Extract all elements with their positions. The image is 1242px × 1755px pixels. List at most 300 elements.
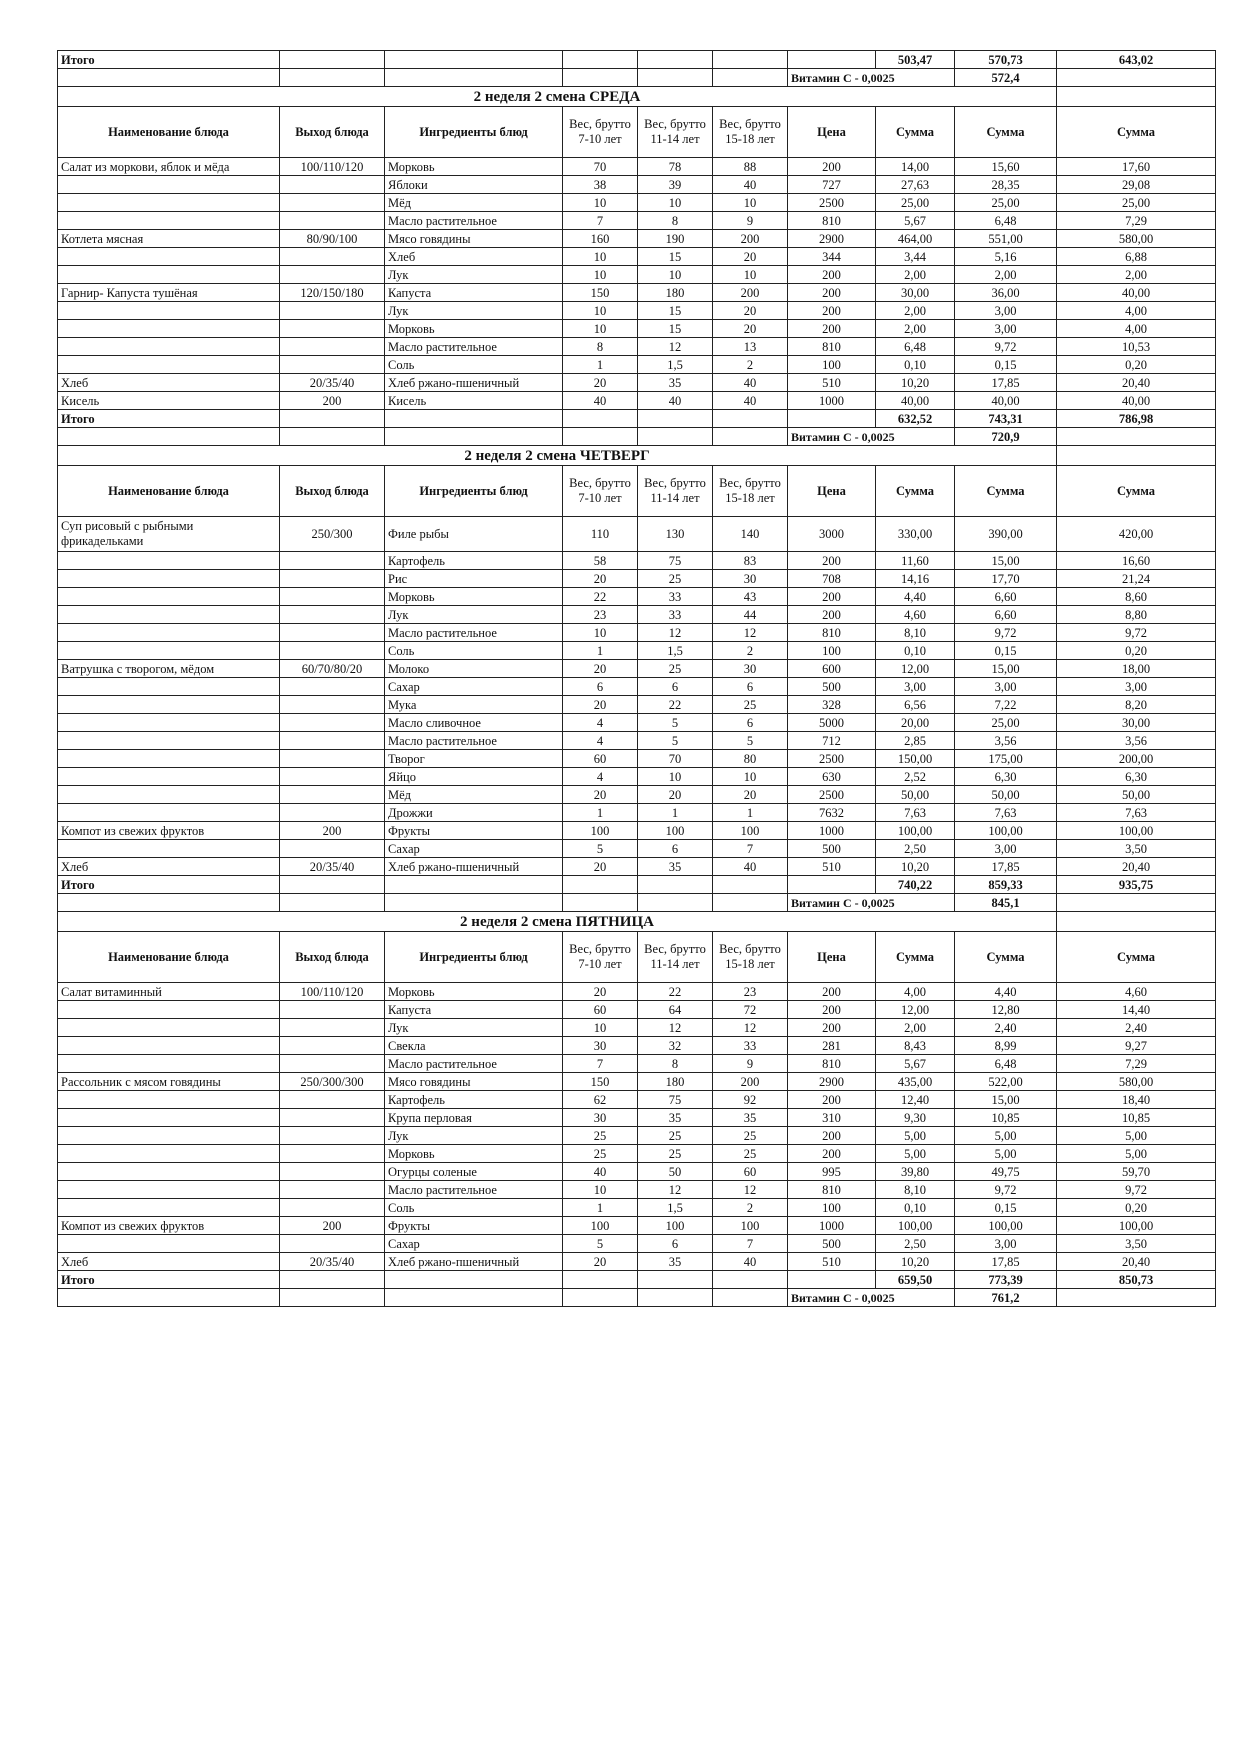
weight-11-14: 25	[638, 660, 713, 678]
dish-name: Гарнир- Капуста тушёная	[58, 284, 280, 302]
price: 708	[788, 570, 876, 588]
price: 810	[788, 1181, 876, 1199]
price: 5000	[788, 714, 876, 732]
vitamin-row	[58, 1289, 1216, 1307]
sum-15-18: 4,00	[1057, 320, 1216, 338]
table-row	[58, 1091, 1216, 1109]
empty-cell	[638, 894, 713, 912]
empty-cell	[788, 51, 876, 69]
weight-7-10: 10	[563, 302, 638, 320]
weight-7-10: 70	[563, 158, 638, 176]
table-row	[58, 248, 1216, 266]
price: 344	[788, 248, 876, 266]
sum-7-10: 100,00	[876, 822, 955, 840]
dish-output	[280, 552, 385, 570]
sum-11-14: 3,00	[955, 678, 1057, 696]
ingredient-name: Хлеб	[385, 248, 563, 266]
price: 712	[788, 732, 876, 750]
sum-7-10: 0,10	[876, 356, 955, 374]
empty-cell	[788, 410, 876, 428]
sum-11-14: 6,60	[955, 588, 1057, 606]
weight-7-10: 40	[563, 392, 638, 410]
sum-11-14: 9,72	[955, 338, 1057, 356]
sum-15-18: 14,40	[1057, 1001, 1216, 1019]
weight-11-14: 6	[638, 840, 713, 858]
empty-cell	[385, 1271, 563, 1289]
sum-11-14: 17,85	[955, 374, 1057, 392]
sum-7-10: 5,00	[876, 1145, 955, 1163]
ingredient-name: Мёд	[385, 194, 563, 212]
weight-11-14: 35	[638, 1253, 713, 1271]
dish-output	[280, 1181, 385, 1199]
header-dish-output: Выход блюда	[280, 466, 385, 517]
header-ingredient-name: Ингредиенты блюд	[385, 107, 563, 158]
dish-name	[58, 786, 280, 804]
ingredient-name: Масло сливочное	[385, 714, 563, 732]
empty-cell	[280, 51, 385, 69]
dish-output	[280, 588, 385, 606]
weight-11-14: 22	[638, 983, 713, 1001]
table-row	[58, 1199, 1216, 1217]
weight-15-18: 20	[713, 302, 788, 320]
ingredient-name: Фрукты	[385, 1217, 563, 1235]
dish-name	[58, 1181, 280, 1199]
header-dish-output: Выход блюда	[280, 932, 385, 983]
weight-11-14: 10	[638, 768, 713, 786]
table-row	[58, 374, 1216, 392]
weight-7-10: 38	[563, 176, 638, 194]
empty-cell	[1057, 1289, 1216, 1307]
sum-15-18: 7,29	[1057, 1055, 1216, 1073]
table-row	[58, 158, 1216, 176]
dish-output: 200	[280, 392, 385, 410]
header-sum-11-14: Сумма	[955, 107, 1057, 158]
empty-cell	[1057, 87, 1216, 107]
dish-output	[280, 696, 385, 714]
ingredient-name: Соль	[385, 642, 563, 660]
dish-output: 100/110/120	[280, 983, 385, 1001]
dish-name	[58, 570, 280, 588]
header-weight-7-10: Вес, брутто 7-10 лет	[563, 107, 638, 158]
dish-name	[58, 624, 280, 642]
table-row	[58, 750, 1216, 768]
ingredient-name: Огурцы соленые	[385, 1163, 563, 1181]
weight-11-14: 25	[638, 1127, 713, 1145]
weight-15-18: 100	[713, 822, 788, 840]
sum-15-18: 5,00	[1057, 1145, 1216, 1163]
dish-output	[280, 212, 385, 230]
sum-7-10: 4,00	[876, 983, 955, 1001]
sum-11-14: 6,30	[955, 768, 1057, 786]
dish-name	[58, 212, 280, 230]
weight-15-18: 6	[713, 714, 788, 732]
vitamin-label: Витамин С - 0,0025	[788, 1289, 955, 1307]
sum-7-10: 464,00	[876, 230, 955, 248]
section-title-row	[58, 87, 1216, 107]
sum-11-14: 36,00	[955, 284, 1057, 302]
dish-output	[280, 840, 385, 858]
price: 310	[788, 1109, 876, 1127]
header-price: Цена	[788, 932, 876, 983]
empty-cell	[713, 1289, 788, 1307]
sum-15-18: 8,80	[1057, 606, 1216, 624]
price: 200	[788, 266, 876, 284]
empty-cell	[788, 876, 876, 894]
price: 200	[788, 320, 876, 338]
ingredient-name: Мёд	[385, 786, 563, 804]
table-row	[58, 696, 1216, 714]
sum-7-10: 12,00	[876, 1001, 955, 1019]
ingredient-name: Лук	[385, 1019, 563, 1037]
sum-7-10: 4,60	[876, 606, 955, 624]
weight-11-14: 35	[638, 374, 713, 392]
price: 500	[788, 840, 876, 858]
sum-11-14: 0,15	[955, 1199, 1057, 1217]
sum-15-18: 2,00	[1057, 266, 1216, 284]
weight-15-18: 60	[713, 1163, 788, 1181]
dish-name	[58, 732, 280, 750]
ingredient-name: Лук	[385, 302, 563, 320]
weight-11-14: 33	[638, 588, 713, 606]
sum-11-14: 15,00	[955, 552, 1057, 570]
price: 100	[788, 642, 876, 660]
header-row	[58, 932, 1216, 983]
sum-11-14: 0,15	[955, 642, 1057, 660]
empty-cell	[563, 876, 638, 894]
sum-7-10: 10,20	[876, 1253, 955, 1271]
weight-7-10: 4	[563, 714, 638, 732]
weight-7-10: 62	[563, 1091, 638, 1109]
sum-15-18: 10,85	[1057, 1109, 1216, 1127]
sum-15-18: 29,08	[1057, 176, 1216, 194]
weight-15-18: 43	[713, 588, 788, 606]
dish-output	[280, 338, 385, 356]
price: 200	[788, 983, 876, 1001]
table-row	[58, 212, 1216, 230]
weight-7-10: 10	[563, 624, 638, 642]
sum-15-18: 6,30	[1057, 768, 1216, 786]
dish-output: 20/35/40	[280, 858, 385, 876]
weight-7-10: 4	[563, 768, 638, 786]
sum-15-18: 0,20	[1057, 356, 1216, 374]
weight-15-18: 30	[713, 660, 788, 678]
dish-name	[58, 588, 280, 606]
header-weight-11-14: Вес, брутто 11-14 лет	[638, 107, 713, 158]
header-dish-output: Выход блюда	[280, 107, 385, 158]
table-row	[58, 1253, 1216, 1271]
header-dish-name: Наименование блюда	[58, 932, 280, 983]
weight-15-18: 10	[713, 768, 788, 786]
header-weight-11-14: Вес, брутто 11-14 лет	[638, 466, 713, 517]
dish-output	[280, 1109, 385, 1127]
total-row	[58, 51, 1216, 69]
sum-11-14: 3,00	[955, 1235, 1057, 1253]
total-sum-15-18: 850,73	[1057, 1271, 1216, 1289]
sum-11-14: 15,00	[955, 660, 1057, 678]
sum-11-14: 522,00	[955, 1073, 1057, 1091]
weight-7-10: 10	[563, 1181, 638, 1199]
weight-11-14: 10	[638, 266, 713, 284]
weight-11-14: 35	[638, 858, 713, 876]
price: 1000	[788, 1217, 876, 1235]
empty-cell	[638, 876, 713, 894]
sum-15-18: 2,40	[1057, 1019, 1216, 1037]
dish-output	[280, 606, 385, 624]
price: 630	[788, 768, 876, 786]
sum-11-14: 28,35	[955, 176, 1057, 194]
sum-15-18: 580,00	[1057, 1073, 1216, 1091]
price: 810	[788, 624, 876, 642]
sum-11-14: 7,63	[955, 804, 1057, 822]
dish-name	[58, 1163, 280, 1181]
header-weight-15-18: Вес, брутто 15-18 лет	[713, 932, 788, 983]
sum-7-10: 5,67	[876, 212, 955, 230]
dish-name	[58, 194, 280, 212]
weight-7-10: 10	[563, 194, 638, 212]
sum-15-18: 100,00	[1057, 1217, 1216, 1235]
ingredient-name: Сахар	[385, 678, 563, 696]
header-ingredient-name: Ингредиенты блюд	[385, 932, 563, 983]
weight-15-18: 80	[713, 750, 788, 768]
menu-cost-sheet	[57, 50, 1215, 1307]
empty-cell	[713, 876, 788, 894]
weight-7-10: 150	[563, 284, 638, 302]
dish-name: Хлеб	[58, 858, 280, 876]
ingredient-name: Соль	[385, 1199, 563, 1217]
table-row	[58, 570, 1216, 588]
dish-output	[280, 678, 385, 696]
weight-15-18: 2	[713, 642, 788, 660]
weight-11-14: 12	[638, 338, 713, 356]
weight-11-14: 100	[638, 822, 713, 840]
weight-7-10: 30	[563, 1037, 638, 1055]
total-sum-11-14: 743,31	[955, 410, 1057, 428]
sum-7-10: 2,50	[876, 840, 955, 858]
ingredient-name: Картофель	[385, 1091, 563, 1109]
sum-11-14: 100,00	[955, 822, 1057, 840]
price: 100	[788, 356, 876, 374]
table-row	[58, 302, 1216, 320]
table-row	[58, 642, 1216, 660]
dish-output	[280, 804, 385, 822]
header-dish-name: Наименование блюда	[58, 466, 280, 517]
weight-15-18: 92	[713, 1091, 788, 1109]
dish-name	[58, 1001, 280, 1019]
menu-table	[57, 50, 1216, 1307]
dish-output: 80/90/100	[280, 230, 385, 248]
sum-7-10: 2,52	[876, 768, 955, 786]
weight-7-10: 1	[563, 356, 638, 374]
weight-15-18: 88	[713, 158, 788, 176]
weight-7-10: 20	[563, 660, 638, 678]
dish-name	[58, 750, 280, 768]
weight-15-18: 2	[713, 356, 788, 374]
weight-15-18: 200	[713, 284, 788, 302]
weight-15-18: 6	[713, 678, 788, 696]
weight-15-18: 25	[713, 1145, 788, 1163]
sum-7-10: 2,00	[876, 266, 955, 284]
dish-output: 20/35/40	[280, 1253, 385, 1271]
sum-7-10: 2,00	[876, 302, 955, 320]
weight-11-14: 8	[638, 1055, 713, 1073]
total-row	[58, 410, 1216, 428]
weight-15-18: 9	[713, 1055, 788, 1073]
table-row	[58, 230, 1216, 248]
weight-15-18: 7	[713, 840, 788, 858]
table-row	[58, 606, 1216, 624]
sum-15-18: 30,00	[1057, 714, 1216, 732]
weight-11-14: 40	[638, 392, 713, 410]
ingredient-name: Хлеб ржано-пшеничный	[385, 374, 563, 392]
dish-output	[280, 1163, 385, 1181]
empty-cell	[385, 894, 563, 912]
weight-7-10: 5	[563, 1235, 638, 1253]
total-label: Итого	[58, 1271, 280, 1289]
empty-cell	[563, 410, 638, 428]
ingredient-name: Крупа перловая	[385, 1109, 563, 1127]
table-row	[58, 1181, 1216, 1199]
empty-cell	[713, 428, 788, 446]
sum-11-14: 9,72	[955, 1181, 1057, 1199]
ingredient-name: Лук	[385, 606, 563, 624]
section-title-row	[58, 912, 1216, 932]
header-sum-11-14: Сумма	[955, 466, 1057, 517]
dish-output: 250/300	[280, 517, 385, 552]
total-sum-7-10: 740,22	[876, 876, 955, 894]
total-label: Итого	[58, 410, 280, 428]
dish-name	[58, 320, 280, 338]
price: 200	[788, 1127, 876, 1145]
ingredient-name: Яблоки	[385, 176, 563, 194]
dish-name: Компот из свежих фруктов	[58, 1217, 280, 1235]
total-sum-15-18: 786,98	[1057, 410, 1216, 428]
dish-name	[58, 1091, 280, 1109]
weight-7-10: 160	[563, 230, 638, 248]
sum-15-18: 25,00	[1057, 194, 1216, 212]
sum-11-14: 25,00	[955, 714, 1057, 732]
table-row	[58, 1127, 1216, 1145]
price: 200	[788, 158, 876, 176]
weight-15-18: 7	[713, 1235, 788, 1253]
weight-7-10: 60	[563, 750, 638, 768]
section-title-row	[58, 446, 1216, 466]
table-row	[58, 1235, 1216, 1253]
sum-7-10: 10,20	[876, 374, 955, 392]
sum-11-14: 17,85	[955, 858, 1057, 876]
sum-11-14: 12,80	[955, 1001, 1057, 1019]
sum-7-10: 5,67	[876, 1055, 955, 1073]
sum-7-10: 39,80	[876, 1163, 955, 1181]
ingredient-name: Масло растительное	[385, 212, 563, 230]
weight-15-18: 35	[713, 1109, 788, 1127]
total-sum-7-10: 659,50	[876, 1271, 955, 1289]
empty-cell	[280, 1289, 385, 1307]
table-row	[58, 392, 1216, 410]
empty-cell	[385, 1289, 563, 1307]
dish-name	[58, 1019, 280, 1037]
total-label: Итого	[58, 876, 280, 894]
section-title: 2 неделя 2 смена СРЕДА	[58, 87, 1057, 107]
ingredient-name: Молоко	[385, 660, 563, 678]
sum-7-10: 3,00	[876, 678, 955, 696]
price: 510	[788, 374, 876, 392]
table-row	[58, 517, 1216, 552]
header-price: Цена	[788, 466, 876, 517]
weight-11-14: 180	[638, 284, 713, 302]
weight-15-18: 12	[713, 1019, 788, 1037]
weight-11-14: 6	[638, 1235, 713, 1253]
dish-output	[280, 732, 385, 750]
price: 2900	[788, 230, 876, 248]
sum-15-18: 20,40	[1057, 1253, 1216, 1271]
ingredient-name: Сахар	[385, 1235, 563, 1253]
table-row	[58, 176, 1216, 194]
price: 2900	[788, 1073, 876, 1091]
sum-15-18: 8,20	[1057, 696, 1216, 714]
empty-cell	[385, 51, 563, 69]
weight-15-18: 20	[713, 320, 788, 338]
table-row	[58, 732, 1216, 750]
weight-11-14: 1,5	[638, 642, 713, 660]
weight-7-10: 4	[563, 732, 638, 750]
weight-7-10: 7	[563, 1055, 638, 1073]
weight-11-14: 130	[638, 517, 713, 552]
sum-15-18: 21,24	[1057, 570, 1216, 588]
dish-output	[280, 266, 385, 284]
section-title: 2 неделя 2 смена ЧЕТВЕРГ	[58, 446, 1057, 466]
empty-cell	[58, 1289, 280, 1307]
sum-11-14: 3,56	[955, 732, 1057, 750]
sum-15-18: 20,40	[1057, 374, 1216, 392]
header-sum-15-18: Сумма	[1057, 466, 1216, 517]
ingredient-name: Масло растительное	[385, 1181, 563, 1199]
weight-11-14: 75	[638, 552, 713, 570]
empty-cell	[385, 69, 563, 87]
dish-name: Ватрушка с творогом, мёдом	[58, 660, 280, 678]
dish-output	[280, 1145, 385, 1163]
sum-15-18: 20,40	[1057, 858, 1216, 876]
sum-7-10: 40,00	[876, 392, 955, 410]
dish-output	[280, 1127, 385, 1145]
table-row	[58, 1145, 1216, 1163]
sum-15-18: 580,00	[1057, 230, 1216, 248]
price: 810	[788, 212, 876, 230]
empty-cell	[563, 69, 638, 87]
weight-7-10: 5	[563, 840, 638, 858]
weight-11-14: 25	[638, 570, 713, 588]
dish-name: Компот из свежих фруктов	[58, 822, 280, 840]
sum-7-10: 0,10	[876, 1199, 955, 1217]
table-row	[58, 714, 1216, 732]
table-row	[58, 588, 1216, 606]
header-weight-11-14: Вес, брутто 11-14 лет	[638, 932, 713, 983]
dish-output	[280, 1001, 385, 1019]
dish-name	[58, 176, 280, 194]
dish-name	[58, 1199, 280, 1217]
header-row	[58, 466, 1216, 517]
sum-7-10: 50,00	[876, 786, 955, 804]
weight-7-10: 10	[563, 266, 638, 284]
dish-output: 100/110/120	[280, 158, 385, 176]
dish-name	[58, 606, 280, 624]
empty-cell	[638, 51, 713, 69]
empty-cell	[1057, 912, 1216, 932]
weight-15-18: 25	[713, 696, 788, 714]
price: 810	[788, 338, 876, 356]
sum-15-18: 200,00	[1057, 750, 1216, 768]
price: 100	[788, 1199, 876, 1217]
header-dish-name: Наименование блюда	[58, 107, 280, 158]
